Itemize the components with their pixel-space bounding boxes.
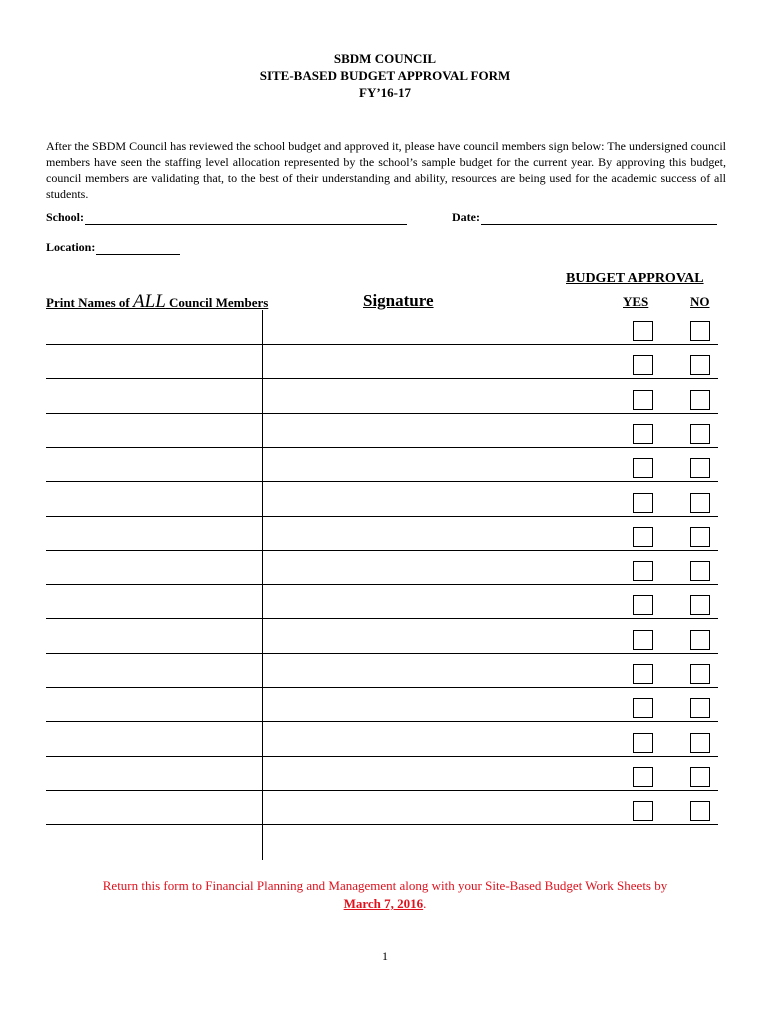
location-label: Location: <box>46 240 96 254</box>
row-line <box>46 721 718 722</box>
names-column-heading <box>46 291 268 313</box>
name-entry-cell[interactable] <box>46 622 261 652</box>
fiscal-year: FY’16-17 <box>359 85 411 100</box>
name-entry-cell[interactable] <box>46 656 261 686</box>
row-line <box>46 550 718 551</box>
signature-entry-cell[interactable] <box>264 587 619 617</box>
yes-checkbox[interactable] <box>633 390 653 410</box>
no-checkbox[interactable] <box>690 698 710 718</box>
location-input-line[interactable] <box>96 241 180 255</box>
no-checkbox[interactable] <box>690 561 710 581</box>
signature-entry-cell[interactable] <box>264 485 619 515</box>
date-input-line[interactable] <box>481 211 717 225</box>
name-entry-cell[interactable] <box>46 725 261 755</box>
date-label: Date: <box>452 210 480 224</box>
row-line <box>46 653 718 654</box>
deadline-period: . <box>423 896 427 911</box>
row-line <box>46 618 718 619</box>
signature-entry-cell[interactable] <box>264 553 619 583</box>
yes-checkbox[interactable] <box>633 630 653 650</box>
yes-column-heading: YES <box>623 294 649 309</box>
yes-checkbox[interactable] <box>633 733 653 753</box>
name-entry-cell[interactable] <box>46 382 261 412</box>
intro-paragraph: After the SBDM Council has reviewed the school budget and approved it, please have council members sign below: The undersigned council members have seen the staffing level allocation represented by the school’s sample budget for the current year. By approving this budget, council members are validating that, to the best of their understanding and ability, resources are being used for the academic success of all students. <box>46 139 726 201</box>
yes-checkbox[interactable] <box>633 355 653 375</box>
yes-checkbox[interactable] <box>633 561 653 581</box>
row-line <box>46 413 718 414</box>
no-checkbox[interactable] <box>690 527 710 547</box>
signature-entry-cell[interactable] <box>264 793 619 823</box>
name-entry-cell[interactable] <box>46 793 261 823</box>
row-line <box>46 516 718 517</box>
no-column-heading: NO <box>690 294 710 309</box>
form-header <box>0 50 770 101</box>
signature-entry-cell[interactable] <box>264 416 619 446</box>
name-entry-cell[interactable] <box>46 485 261 515</box>
name-entry-cell[interactable] <box>46 416 261 446</box>
name-entry-cell[interactable] <box>46 519 261 549</box>
signature-entry-cell[interactable] <box>264 450 619 480</box>
signature-entry-cell[interactable] <box>264 725 619 755</box>
name-entry-cell[interactable] <box>46 313 261 343</box>
names-prefix: Print Names of <box>46 295 134 310</box>
no-checkbox[interactable] <box>690 493 710 513</box>
no-checkbox[interactable] <box>690 767 710 787</box>
signature-entry-cell[interactable] <box>264 382 619 412</box>
row-line <box>46 378 718 379</box>
page-number: 1 <box>382 949 388 963</box>
row-line <box>46 756 718 757</box>
signature-entry-cell[interactable] <box>264 759 619 789</box>
school-label: School: <box>46 210 85 224</box>
no-checkbox[interactable] <box>690 595 710 615</box>
yes-checkbox[interactable] <box>633 767 653 787</box>
name-entry-cell[interactable] <box>46 587 261 617</box>
date-field[interactable] <box>452 210 717 225</box>
signature-entry-cell[interactable] <box>264 622 619 652</box>
no-checkbox[interactable] <box>690 390 710 410</box>
form-title: SITE-BASED BUDGET APPROVAL FORM <box>259 68 511 83</box>
yes-checkbox[interactable] <box>633 664 653 684</box>
signature-entry-cell[interactable] <box>264 313 619 343</box>
signature-entry-cell[interactable] <box>264 690 619 720</box>
no-checkbox[interactable] <box>690 630 710 650</box>
name-entry-cell[interactable] <box>46 553 261 583</box>
signature-entry-cell[interactable] <box>264 347 619 377</box>
return-instructions <box>0 877 770 913</box>
council-title: SBDM COUNCIL <box>333 51 437 66</box>
signature-column-heading: Signature <box>363 291 434 310</box>
name-entry-cell[interactable] <box>46 759 261 789</box>
return-note-text: Return this form to Financial Planning and Management along with your Site-Based Budget Work Sheets by <box>102 878 668 893</box>
row-line <box>46 790 718 791</box>
row-line <box>46 824 718 825</box>
signature-entry-cell[interactable] <box>264 656 619 686</box>
names-suffix: Council Members <box>165 295 269 310</box>
deadline-date: March 7, 2016 <box>343 896 424 911</box>
row-line <box>46 344 718 345</box>
yes-checkbox[interactable] <box>633 321 653 341</box>
no-checkbox[interactable] <box>690 733 710 753</box>
yes-checkbox[interactable] <box>633 595 653 615</box>
row-line <box>46 687 718 688</box>
name-entry-cell[interactable] <box>46 450 261 480</box>
signature-entry-cell[interactable] <box>264 519 619 549</box>
no-checkbox[interactable] <box>690 355 710 375</box>
row-line <box>46 447 718 448</box>
yes-checkbox[interactable] <box>633 424 653 444</box>
yes-checkbox[interactable] <box>633 493 653 513</box>
yes-checkbox[interactable] <box>633 698 653 718</box>
name-entry-cell[interactable] <box>46 347 261 377</box>
no-checkbox[interactable] <box>690 458 710 478</box>
budget-approval-heading: BUDGET APPROVAL <box>566 271 704 286</box>
row-line <box>46 584 718 585</box>
no-checkbox[interactable] <box>690 801 710 821</box>
no-checkbox[interactable] <box>690 424 710 444</box>
no-checkbox[interactable] <box>690 664 710 684</box>
names-all: ALL <box>133 291 166 312</box>
name-entry-cell[interactable] <box>46 690 261 720</box>
school-field[interactable] <box>46 210 407 225</box>
yes-checkbox[interactable] <box>633 458 653 478</box>
row-line <box>46 481 718 482</box>
location-field[interactable] <box>46 240 180 255</box>
yes-checkbox[interactable] <box>633 801 653 821</box>
no-checkbox[interactable] <box>690 321 710 341</box>
school-input-line[interactable] <box>85 211 407 225</box>
yes-checkbox[interactable] <box>633 527 653 547</box>
